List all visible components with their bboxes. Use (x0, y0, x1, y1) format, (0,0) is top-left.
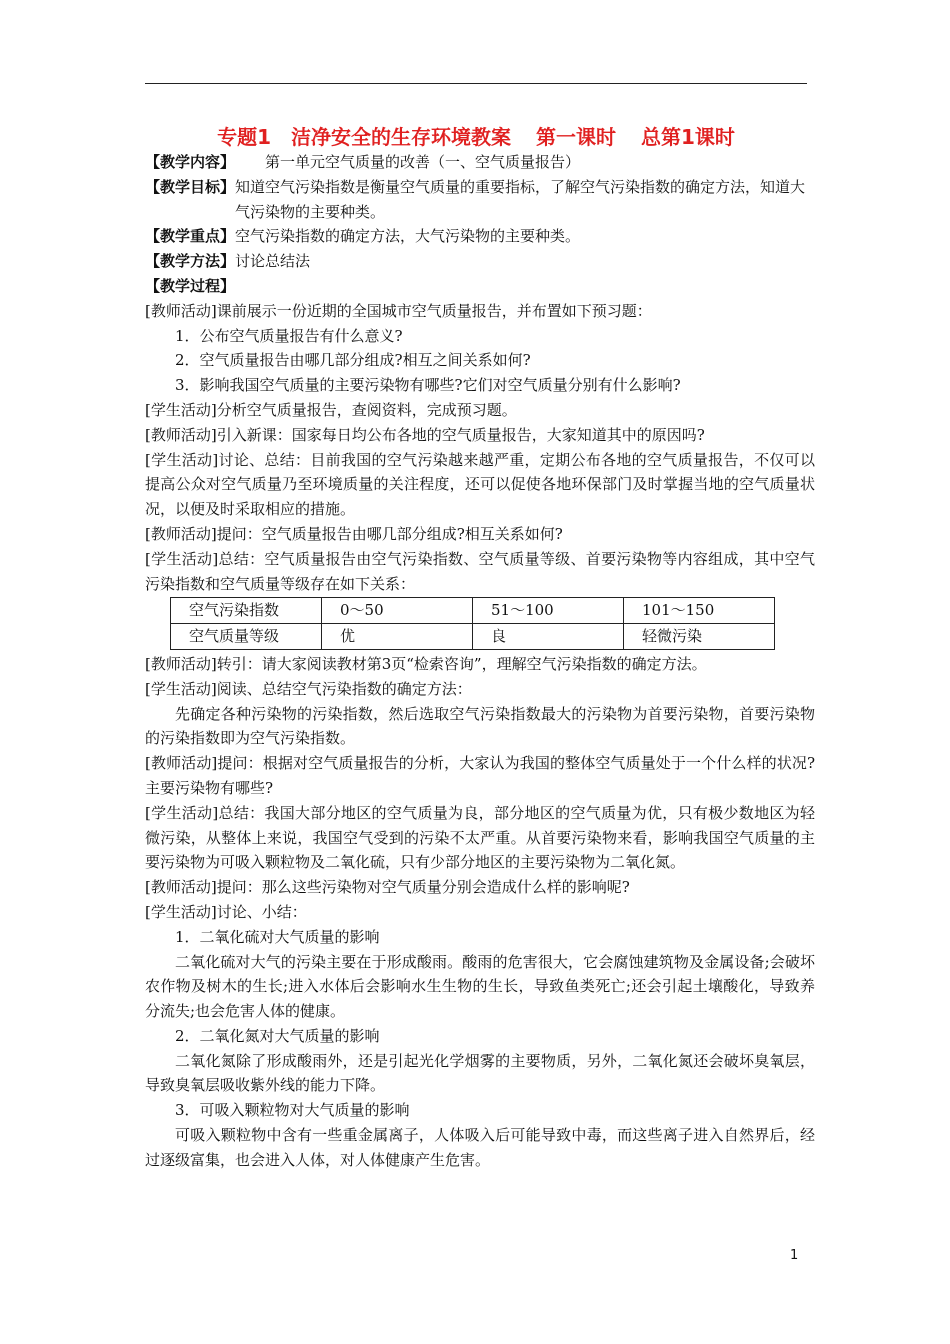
goal-label: 【教学目标】 (145, 177, 236, 196)
paragraph: [学生活动]总结：我国大部分地区的空气质量为良，部分地区的空气质量为优，只有极少数地区为轻微污染，从整体上来说，我国空气受到的污染不太严重。从首要污染物来看，影响我国空气质量的主要污染物为可吸入颗粒物及二氧化硫，只有少部分地区的主要污染物为二氧化氮。 (145, 803, 815, 872)
document-body (145, 150, 815, 1173)
aqi-table (170, 597, 775, 650)
section-heading: 3．可吸入颗粒物对大气质量的影响 (175, 1101, 410, 1120)
paragraph: 可吸入颗粒物中含有一些重金属离子，人体吸入后可能导致中毒，而这些离子进入自然界后，经过逐级富集，也会进入人体，对人体健康产生危害。 (145, 1126, 815, 1169)
table-cell: 轻微污染 (624, 624, 775, 650)
table-cell: 空气污染指数 (171, 598, 322, 624)
paragraph: [教师活动]引入新课：国家每日均公布各地的空气质量报告，大家知道其中的原因吗? (145, 425, 705, 444)
table-cell: 良 (473, 624, 624, 650)
teaching-key (145, 224, 815, 249)
paragraph: [学生活动]阅读、总结空气污染指数的确定方法： (145, 679, 472, 698)
content-text: 第一单元空气质量的改善（一、空气质量报告） (235, 153, 581, 171)
paragraph: [学生活动]总结：空气质量报告由空气污染指数、空气质量等级、首要污染物等内容组成，其中空气污染指数和空气质量等级存在如下关系： (145, 549, 815, 593)
question-item: 3．影响我国空气质量的主要污染物有哪些?它们对空气质量分别有什么影响? (175, 376, 681, 395)
question-item: 2．空气质量报告由哪几部分组成?相互之间关系如何? (175, 351, 531, 370)
header-rule (145, 83, 807, 84)
paragraph: 二氧化硫对大气的污染主要在于形成酸雨。酸雨的危害很大，它会腐蚀建筑物及金属设备;会破坏农作物及树木的生长;进入水体后会影响水生生物的生长，导致鱼类死亡;还会引起土壤酸化，导致养分流失;也会危害人体的健康。 (145, 952, 815, 1021)
paragraph: [教师活动]提问：那么这些污染物对空气质量分别会造成什么样的影响呢? (145, 878, 630, 897)
table-cell: 优 (322, 624, 473, 650)
section-heading: 2．二氧化氮对大气质量的影响 (175, 1026, 380, 1045)
page-title (145, 121, 807, 150)
method-text: 讨论总结法 (235, 252, 311, 271)
section-heading: 1．二氧化硫对大气质量的影响 (175, 927, 380, 946)
table-row (171, 624, 775, 650)
page-number: 1 (790, 1248, 799, 1263)
teaching-method (145, 249, 815, 274)
title-main: 专题1 洁净安全的生存环境教案 (217, 125, 512, 149)
paragraph: 二氧化氮除了形成酸雨外，还是引起光化学烟雾的主要物质，另外，二氧化氮还会破坏臭氧层，导致臭氧层吸收紫外线的能力下降。 (145, 1051, 815, 1095)
key-label: 【教学重点】 (145, 227, 236, 246)
paragraph: [学生活动]讨论、总结：目前我国的空气污染越来越严重，定期公布各地的空气质量报告，不仅可以提高公众对空气质量乃至环境质量的关注程度，还可以促使各地环保部门及时掌握当地的空气质量状况，以便及时采取相应的措施。 (145, 450, 815, 519)
paragraph: [学生活动]分析空气质量报告，查阅资料，完成预习题。 (145, 400, 517, 419)
teaching-content (145, 150, 815, 175)
goal-text: 知道空气污染指数是衡量空气质量的重要指标，了解空气污染指数的确定方法，知道大气污染物的主要种类。 (235, 177, 806, 221)
paragraph: [教师活动]课前展示一份近期的全国城市空气质量报告，并布置如下预习题： (145, 301, 652, 320)
teaching-goal (145, 175, 815, 225)
table-cell: 51～100 (473, 598, 624, 624)
table-row (171, 598, 775, 624)
method-label: 【教学方法】 (145, 252, 236, 271)
paragraph: [教师活动]提问：空气质量报告由哪几部分组成?相互关系如何? (145, 524, 563, 543)
process-label: 【教学过程】 (145, 276, 236, 295)
table-cell: 空气质量等级 (171, 624, 322, 650)
paragraph: [教师活动]提问：根据对空气质量报告的分析，大家认为我国的整体空气质量处于一个什么样的状况?主要污染物有哪些? (145, 754, 815, 797)
title-lesson: 第一课时 (536, 125, 616, 149)
question-item: 1．公布空气质量报告有什么意义? (175, 326, 403, 345)
paragraph: 先确定各种污染物的污染指数，然后选取空气污染指数最大的污染物为首要污染物，首要污染物的污染指数即为空气污染指数。 (145, 704, 815, 748)
table-cell: 0～50 (322, 598, 473, 624)
content-label: 【教学内容】 (145, 153, 236, 171)
paragraph: [教师活动]转引：请大家阅读教材第3页“检索咨询”，理解空气污染指数的确定方法。 (145, 654, 707, 673)
key-text: 空气污染指数的确定方法，大气污染物的主要种类。 (235, 227, 581, 246)
paragraph: [学生活动]讨论、小结： (145, 902, 307, 921)
title-total: 总第1课时 (640, 125, 735, 149)
table-cell: 101～150 (624, 598, 775, 624)
